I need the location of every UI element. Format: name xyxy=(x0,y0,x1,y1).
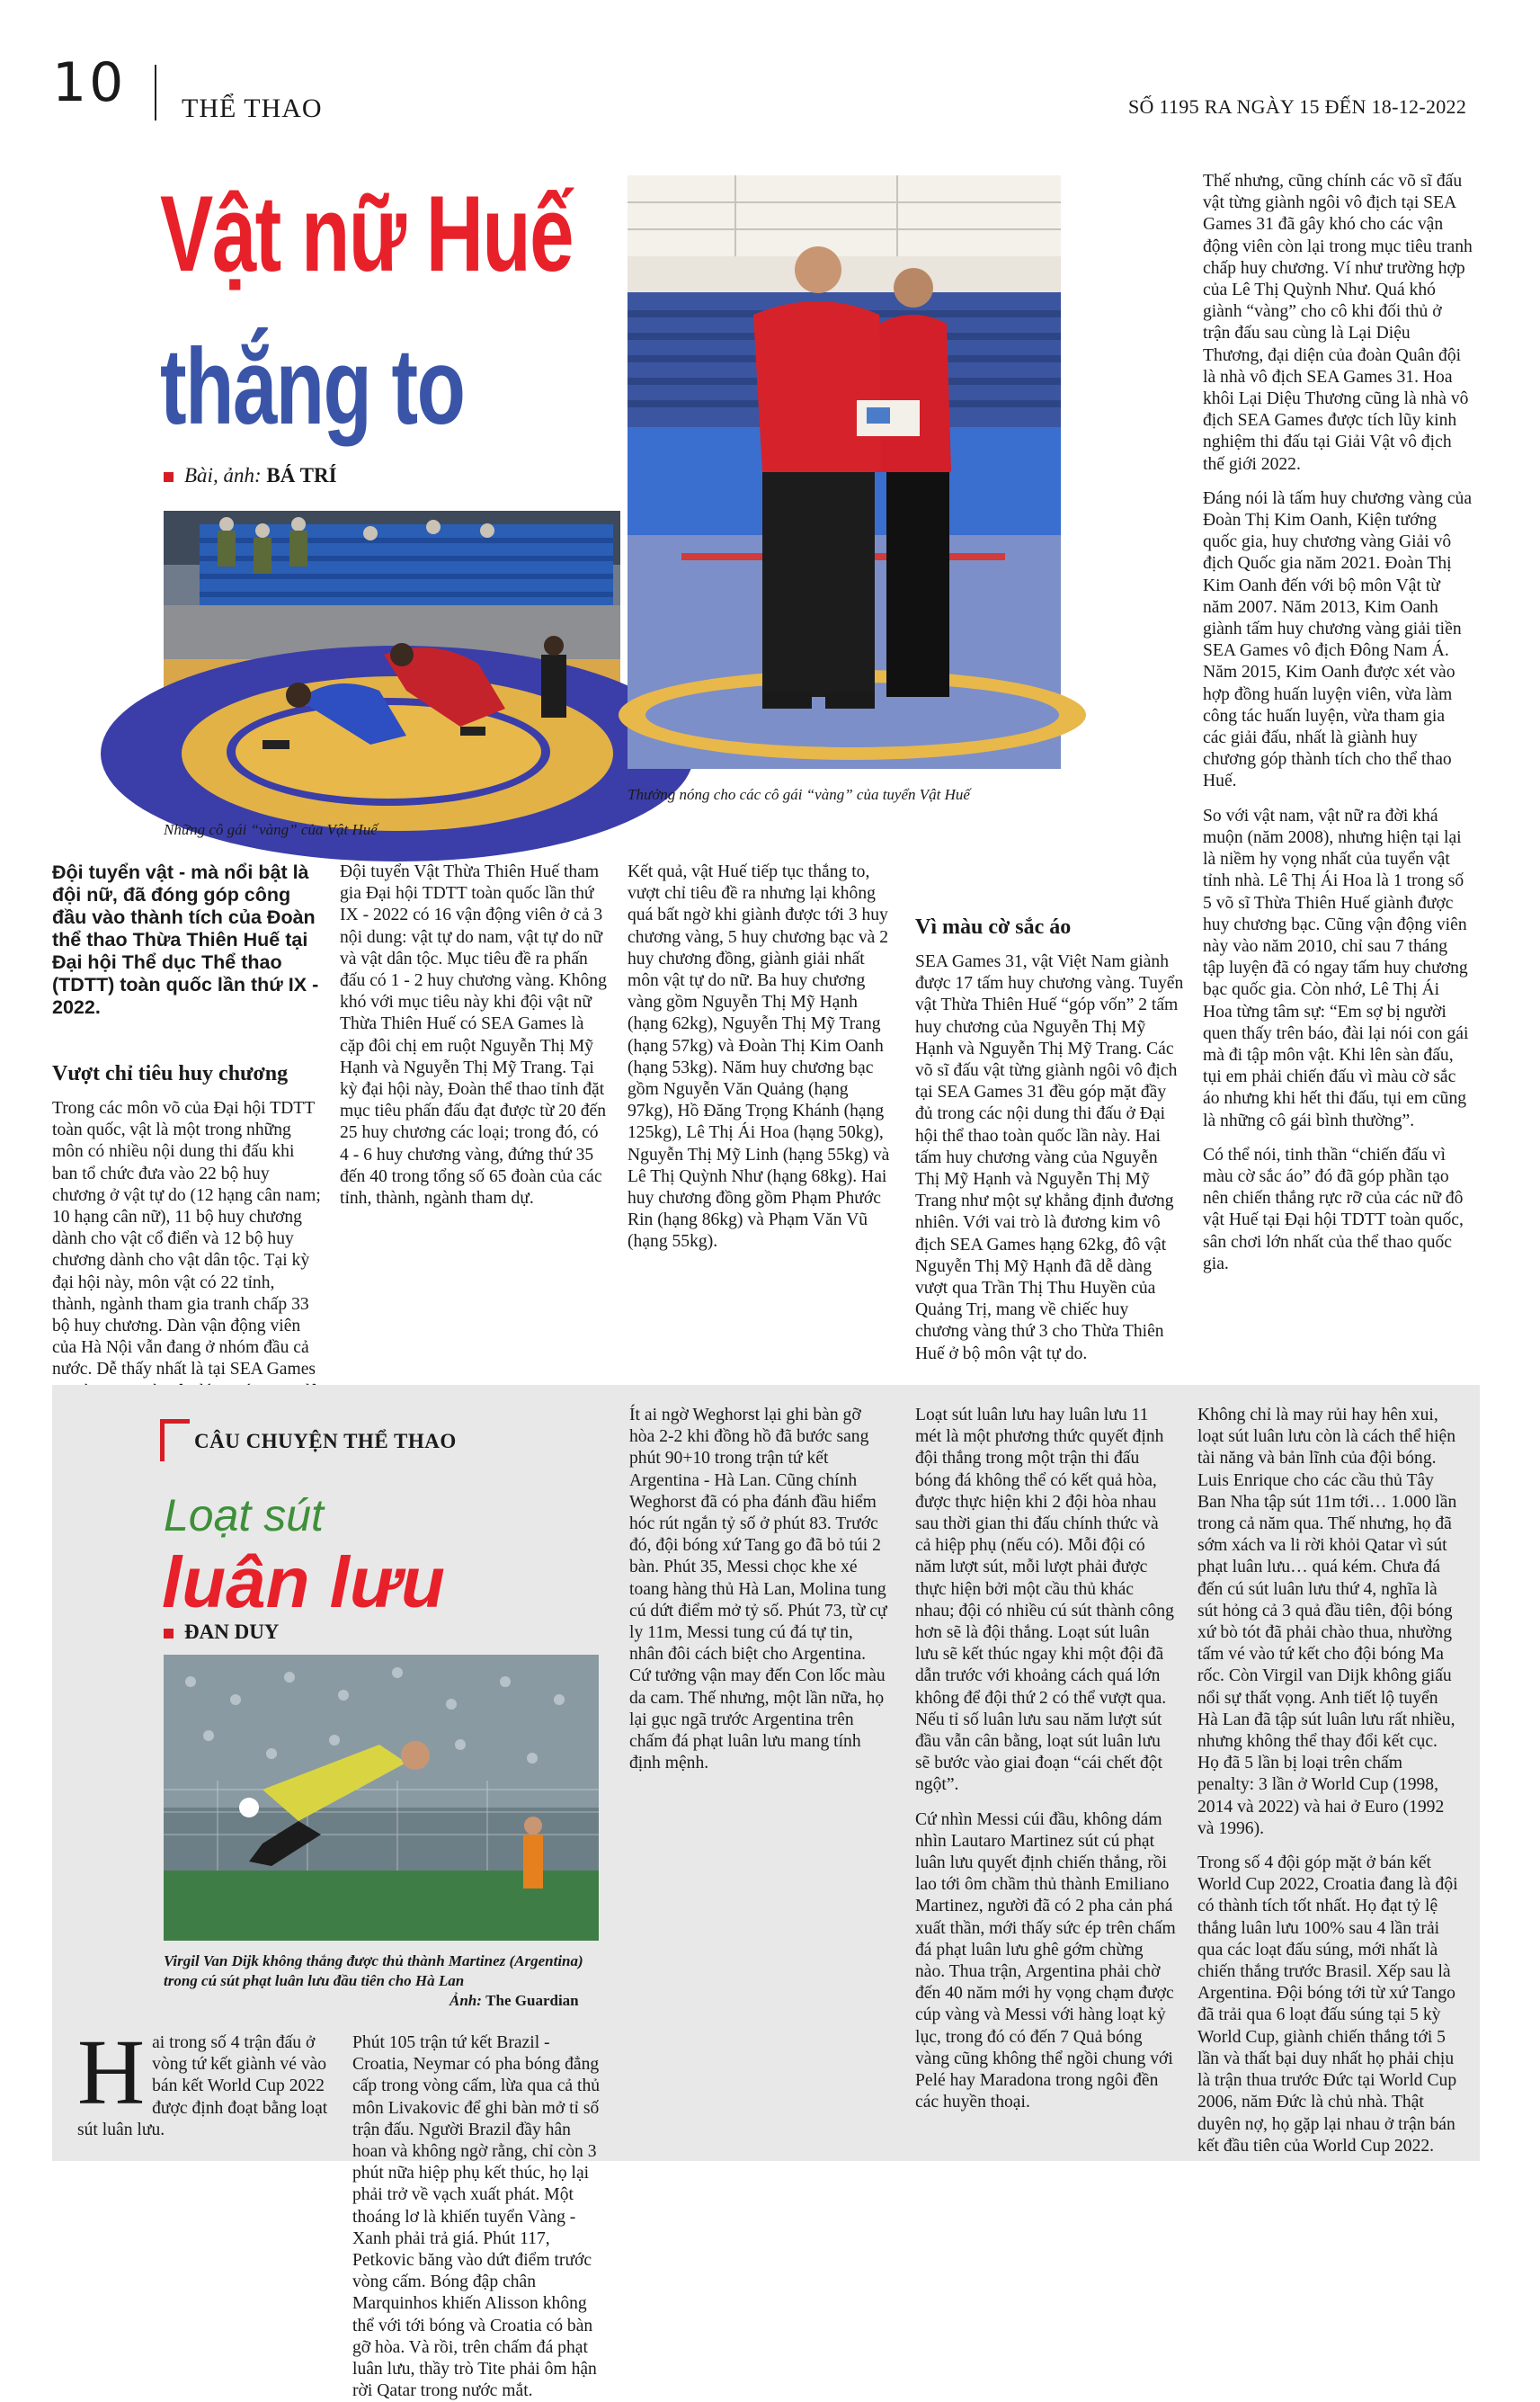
article1-column3 xyxy=(628,862,897,1266)
byline-label: Bài, ảnh: xyxy=(184,464,267,487)
article1-paragraph: Kết quả, vật Huế tiếp tục thắng to, vượt chỉ tiêu đề ra nhưng lại không quá bất ngờ khi giành được tới 3 huy chương vàng, 5 huy chương bạc và 2 huy chương đồng, giành giải nhất môn vật tự do nữ. Ba huy chương vàng gồm Nguyễn Thị Mỹ Hạnh (hạng 62kg), Nguyễn Thị Mỹ Trang (hạng 57kg) và Đoàn Thị Kim Oanh (hạng 53kg). Năm huy chương bạc gồm Nguyễn Văn Quảng (hạng 97kg), Hồ Đăng Trọng Khánh (hạng 125kg), Lê Thị Ái Hoa (hạng 50kg), Nguyễn Thị Mỹ Linh (hạng 55kg) và Lê Thị Quỳnh Như (hạng 68kg). Hai huy chương đồng gồm Phạm Phước Rin (hạng 86kg) và Phạm Văn Vũ (hạng 55kg). xyxy=(628,862,890,1252)
article2-column3 xyxy=(629,1405,890,1787)
article2-paragraph: Loạt sút luân lưu hay luân lưu 11 mét là một phương thức quyết định đội thắng trong một trận thi đấu bóng đá không thể có kết quả hòa, được thực hiện khi 2 đội hòa nhau sau thời gian thi đấu chính thức và cả hiệp phụ (nếu có). Mỗi đội có năm lượt sút, mỗi lượt phải được thực hiện bởi một cầu thủ khác nhau; đội có nhiều cú sút thành công hơn sẽ là đội thắng. Loạt sút luân lưu sẽ kết thúc ngay khi một đội đã dẫn trước với khoảng cách quá lớn không để đội thứ 2 có thể vượt qua. Nếu tỉ số luân lưu sau năm lượt sút đầu vẫn cân bằng, loạt sút luân lưu sẽ bước vào giai đoạn “cái chết đột ngột”. xyxy=(915,1406,1174,1795)
section-name: THỂ THAO xyxy=(182,94,323,123)
kicker-label: CÂU CHUYỆN THỂ THAO xyxy=(194,1430,457,1452)
article2-paragraph: Cứ nhìn Messi cúi đầu, không dám nhìn Lautaro Martinez sút cú phạt luân lưu quyết định chiến thắng, rồi lao tới ôm chầm thủ thành Emiliano Martinez, người đã có 2 pha cản phá xuất thần, mới thấy sức ép trên chấm đá phạt luân lưu ghê gớm chừng nào. Thua trận, Argentina phải chờ đến 40 năm mới hy vọng chạm được cúp vàng và Messi với hàng loạt kỷ lục, trong đó có đến 7 Quả bóng vàng cũng không thể ngồi chung với Pelé hay Maradona trong ngôi đền các huyền thoại. xyxy=(915,1809,1176,2112)
article-title-line2: thắng to xyxy=(160,326,465,447)
article2-paragraph: Trong số 4 đội góp mặt ở bán kết World Cup 2022, Croatia đang là đội có thành tích tốt nhất. Họ đạt tỷ lệ thắng luân lưu 100% sau 4 lần trải qua các loạt đấu súng, mới nhất là chiến thắng trước Brasil. Xếp sau là Argentina. Đội bóng tới từ xứ Tango đã trải qua 6 loạt đấu súng tại 5 kỳ World Cup, giành chiến thắng tới 5 lần và thất bại duy nhất họ phải chịu là trận thua trước Đức tại World Cup 2006, năm Đức là chủ nhà. Thật duyên nợ, họ gặp lại nhau ở trận bán kết đầu tiên của World Cup 2022. xyxy=(1197,1853,1458,2156)
dropcap: H xyxy=(77,2021,146,2124)
byline xyxy=(164,464,337,487)
shootout-photo-image xyxy=(164,1655,599,1941)
article-lead: Đội tuyển vật - mà nổi bật là đội nữ, đã đóng góp công đầu vào thành tích của Đoàn thể thao Thừa Thiên Huế tại Đại hội Thể dục Thể thao (TDTT) toàn quốc lần thứ IX - 2022. xyxy=(52,862,319,1018)
article1-paragraph: So với vật nam, vật nữ ra đời khá muộn (năm 2008), nhưng hiện tại lại là niềm hy vọng nhất của tuyển vật tỉnh nhà. Lê Thị Ái Hoa là 1 trong số 5 võ sĩ Thừa Thiên Huế giành được huy chương bạc. Cũng vận động viên này vào năm 2010, chỉ sau 7 tháng tập luyện đã có ngay tấm huy chương bạc quốc gia. Còn nhớ, Lê Thị Ái Hoa từng tâm sự: “Em sợ bị người quen thấy trên báo, đài lại nói con gái mà đi tập môn vật. Khi lên sàn đấu, tụi em phải chiến đấu vì màu cờ sắc áo nhưng khi hết thi đấu, tụi em cũng là những cô gái bình thường”. xyxy=(1203,806,1469,1130)
article2-paragraph: Phút 105 trận tứ kết Brazil - Croatia, Neymar có pha bóng đẳng cấp trong vòng cấm, lừa qua cả thủ môn Livakovic để ghi bàn mở tỉ số trận đấu. Người Brazil đầy hân hoan và không ngờ rằng, chỉ còn 3 phút nữa hiệp phụ kết thúc, họ lại phải trở về vạch xuất phát. Một thoáng lơ là khiến tuyển Vàng - Xanh phải trả giá. Phút 117, Petkovic băng vào dứt điểm trước vòng cấm. Bóng đập chân Marquinhos khiến Alisson không thể với tới bóng và Croatia có bàn gỡ hòa. Và rồi, trên chấm đá phạt luân lưu, thầy trò Tite phải ôm hận rời Qatar trong nước mắt. xyxy=(352,2033,601,2401)
kicker-bracket-icon xyxy=(160,1419,190,1461)
article2-column4 xyxy=(915,1405,1176,2127)
article2-column2 xyxy=(352,2032,606,2401)
subhead-vi-mau-co: Vì màu cờ sắc áo xyxy=(915,915,1072,939)
photo3-credit-source: The Guardian xyxy=(485,1992,579,2009)
photo3-credit xyxy=(450,1991,579,2011)
photo1-caption: Những cô gái “vàng” của Vật Huế xyxy=(164,821,378,838)
article2-title-line2: luân lưu xyxy=(162,1542,445,1622)
article1-column1 xyxy=(52,862,322,1459)
article-title-line1: Vật nữ Huế xyxy=(160,174,574,294)
article1-paragraph: Trong các môn võ của Đại hội TDTT toàn quốc, vật là một trong những môn có nhiều nội dung thi đấu khi ban tổ chức đưa vào 22 bộ huy chương ở vật tự do (12 hạng cân nam; 10 hạng cân nữ), 11 bộ huy chương dành cho vật cổ điển và 12 bộ huy chương dành cho vật dân tộc. Tại kỳ đại hội này, môn vật có 22 tỉnh, thành, ngành tham gia tranh chấp 33 bộ huy chương. Dàn vận động viên của Hà Nội vẫn đang ở nhóm đầu cả nước. Dễ thấy nhất là tại SEA Games xyxy=(52,1099,321,1380)
byline-marker xyxy=(164,1629,174,1639)
photo2-caption: Thưởng nóng cho các cô gái “vàng” của tuyển Vật Huế xyxy=(628,786,970,803)
article2-byline xyxy=(164,1621,279,1644)
photo3-caption: Virgil Van Dijk không thắng được thủ thành Martinez (Argentina) trong cú sút phạt luân lưu đầu tiên cho Hà Lan xyxy=(164,1952,583,1989)
wrestling-photo xyxy=(164,511,620,808)
photo3-credit-label: Ảnh: xyxy=(450,1992,486,2009)
shootout-photo xyxy=(164,1655,599,1941)
article2-author: ĐAN DUY xyxy=(184,1621,280,1643)
article1-paragraph: Thế nhưng, cũng chính các võ sĩ đấu vật từng giành ngôi vô địch tại SEA Games 31 đã gây khó cho các vận động viên còn lại trong mục tiêu tranh chấp huy chương. Ví như trường hợp của Lê Thị Quỳnh Như. Quá khó giành “vàng” cho cô khi đối thủ ở trận đấu sau cùng là Lại Diệu Thương, đại diện của đoàn Quân đội là nhà vô địch SEA Games 31. Hoa khôi Lại Diệu Thương cũng là nhà vô địch SEA Games được tích lũy kinh nghiệm thi đấu tại Giải Vật vô địch thế giới 2022. xyxy=(1203,172,1473,474)
article2-title-line1: Loạt sút xyxy=(164,1490,324,1540)
article1-paragraph: SEA Games 31, vật Việt Nam giành được 17 tấm huy chương vàng. Tuyển vật Thừa Thiên Huế “góp vốn” 2 tấm huy chương của Nguyễn Thị Mỹ Hạnh và Nguyễn Thị Mỹ Trang. Các võ sĩ đấu vật từng giành ngôi vô địch tại SEA Games 31 đều góp mặt đầy đủ trong các nội dung thi đấu ở Đại hội thể thao toàn quốc lần này. Hai tấm huy chương vàng của Nguyễn Thị Mỹ Hạnh và Nguyễn Thị Mỹ Trang như một sự khẳng định đương nhiên. Với vai trò là đương kim vô địch SEA Games hạng 62kg, đô vật Nguyễn Thị Mỹ Hạnh đã dễ dàng vượt qua Trần Thị Thu Huyền của Quảng Trị, mang về chiếc huy chương vàng thứ 3 cho Thừa Thiên Huế ở bộ môn vật tự do. xyxy=(915,952,1184,1363)
byline-author: BÁ TRÍ xyxy=(266,464,337,487)
article2-paragraph: Không chỉ là may rủi hay hên xui, loạt sút luân lưu còn là cách thể hiện tài năng và bản lĩnh của đội bóng. Luis Enrique cho các cầu thủ Tây Ban Nha tập sút 11m tới… 1.000 lần trong cả năm qua. Thế nhưng, họ đã sớm xách va li rời khỏi Qatar vì sút phạt luân lưu… quá kém. Chưa đá đến cú sút luân lưu thứ 4, nghĩa là sút hỏng cả 3 quả đầu tiên, đội bóng xứ bò tót đã phải chào thua, nhường tấm vé vào tứ kết cho đội bóng Ma rốc. Còn Virgil van Dijk không giấu nổi sự thất vọng. Anh tiết lộ tuyển Hà Lan đã tập sút luân lưu rất nhiều, nhưng không thể thay đổi kết cục. Họ đã 5 lần bị loại trên chấm penalty: 3 lần ở World Cup (1998, 2014 và 2022) và hai ở Euro (1992 và 1996). xyxy=(1197,1406,1457,1838)
article1-column4 xyxy=(915,862,1185,1378)
article1-paragraph: Đội tuyển Vật Thừa Thiên Huế tham gia Đại hội TDTT toàn quốc lần thứ IX - 2022 có 16 vận động viên ở cả 3 nội dung: vật tự do nam, vật tự do nữ và vật dân tộc. Mục tiêu đề ra phấn đấu có 1 - 2 huy chương vàng. Không khó với mục tiêu này khi đội vật nữ Thừa Thiên Huế có SEA Games là cặp đôi chị em ruột Nguyễn Thị Mỹ Hạnh và Nguyễn Thị Mỹ Trang. Tại kỳ đại hội này, Đoàn thể thao tỉnh đặt mục tiêu phấn đấu đạt được từ 20 đến 25 huy chương các loại; trong đó, có 4 - 6 huy chương vàng, đứng thứ 35 đến 40 trong tổng số 65 đoàn của các tỉnh, thành, ngành tham dự. xyxy=(340,862,607,1209)
award-photo-image xyxy=(628,175,1061,769)
award-photo xyxy=(628,175,1061,769)
article2-column5 xyxy=(1197,1405,1460,2170)
issue-date: SỐ 1195 RA NGÀY 15 ĐẾN 18-12-2022 xyxy=(1128,95,1467,118)
article2-paragraph: Ít ai ngờ Weghorst lại ghi bàn gỡ hòa 2-2 khi đồng hồ đã bước sang phút 90+10 trong trận tứ kết Argentina - Hà Lan. Cũng chính Weghorst đã có pha đánh đầu hiểm hóc rút ngắn tỷ số ở phút 83. Trước đó, đội bóng xứ Tang go đã bỏ túi 2 bàn. Phút 35, Messi chọc khe xé toang hàng thủ Hà Lan, Molina tung cú dứt điểm mở tỷ số. Phút 73, từ cự ly 11m, Messi tung cú đá tự tin, nhân đôi cách biệt cho Argentina. Cứ tưởng vận may đến Con lốc màu da cam. Thế nhưng, một lần nữa, họ lại gục ngã trước Argentina trên chấm đá phạt luân lưu mang tính định mệnh. xyxy=(629,1406,887,1773)
subhead-vuot-chi-tieu: Vượt chỉ tiêu huy chương xyxy=(52,1062,289,1085)
article1-paragraph: Đáng nói là tấm huy chương vàng của Đoàn Thị Kim Oanh, Kiện tướng quốc gia, huy chương vàng Giải vô địch Quốc gia năm 2021. Đoàn Thị Kim Oanh đến với bộ môn Vật từ năm 2007. Năm 2013, Kim Oanh giành tấm huy chương vàng giải tiền SEA Games vô địch Đông Nam Á. Năm 2015, Kim Oanh được xét vào hợp đồng huấn luyện viên, vừa làm công tác huấn luyện, vừa tham gia các giải đấu, nhất là giành huy chương góp thành tích cho thể thao Huế. xyxy=(1203,488,1473,791)
article2-paragraph xyxy=(77,2021,338,2141)
header-divider xyxy=(155,65,156,121)
article1-column2 xyxy=(340,862,608,1222)
byline-marker xyxy=(164,472,174,482)
article1-column5 xyxy=(1203,171,1473,1288)
article2-intro: ai trong số 4 trận đấu ở vòng tứ kết giành vé vào bán kết World Cup 2022 được định đoạt bằng loạt sút luân lưu. xyxy=(77,2033,328,2139)
wrestling-photo-image xyxy=(164,511,620,808)
article1-paragraph: Có thể nói, tinh thần “chiến đấu vì màu cờ sắc áo” đó đã góp phần tạo nên chiến thắng rực rỡ của các nữ đô vật Huế tại Đại hội TDTT toàn quốc, sân chơi lớn nhất của thể thao quốc gia. xyxy=(1203,1145,1464,1273)
article2-column1 xyxy=(77,2021,338,2154)
page-number: 10 xyxy=(52,51,127,114)
